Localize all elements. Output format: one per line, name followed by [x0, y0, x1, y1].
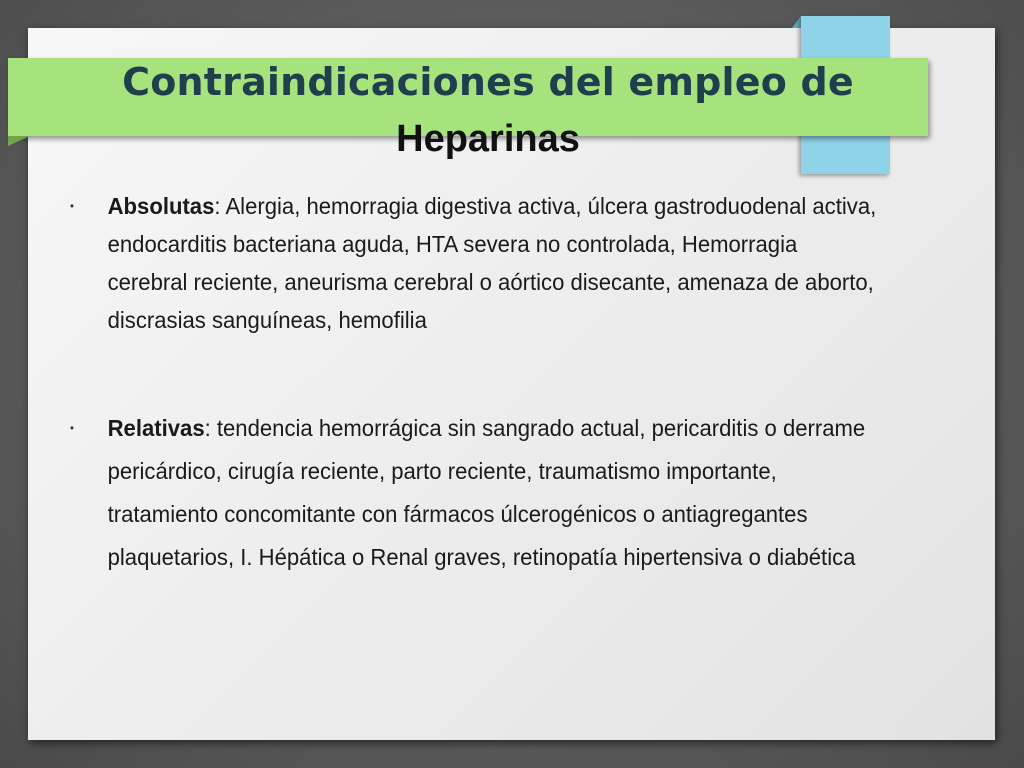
- bullet-dot-icon: •: [70, 421, 74, 435]
- blue-tab-fold: [792, 16, 801, 28]
- bullet-dot-icon: •: [70, 199, 74, 213]
- bullet-absolutas: [70, 187, 878, 339]
- bullet-list: [70, 187, 930, 579]
- slide-title-line1: Contraindicaciones del empleo de: [122, 60, 854, 104]
- bullet-text-relativas: : tendencia hemorrágica sin sangrado actual, pericarditis o derrame pericárdico, cirugía reciente, parto reciente, traumatismo importante, tratamiento concomitante con fármacos úlcerogénicos o antiagregantes plaquetarios, I. Hépática o Renal graves, retinopatía hipertensiva o diabética: [107, 415, 866, 570]
- bullet-label-absolutas: Absolutas: [107, 193, 215, 219]
- bullet-text-absolutas: : Alergia, hemorragia digestiva activa, úlcera gastroduodenal activa, endocarditis bacteriana aguda, HTA severa no controlada, Hemorragia cerebral reciente, aneurisma cerebral o aórtico disecante, amenaza de aborto, discrasias sanguíneas, hemofilia: [107, 193, 877, 333]
- bullet-label-relativas: Relativas: [107, 415, 205, 441]
- bullet-relativas: [70, 407, 878, 579]
- slide-title-line2: Heparinas: [396, 118, 580, 160]
